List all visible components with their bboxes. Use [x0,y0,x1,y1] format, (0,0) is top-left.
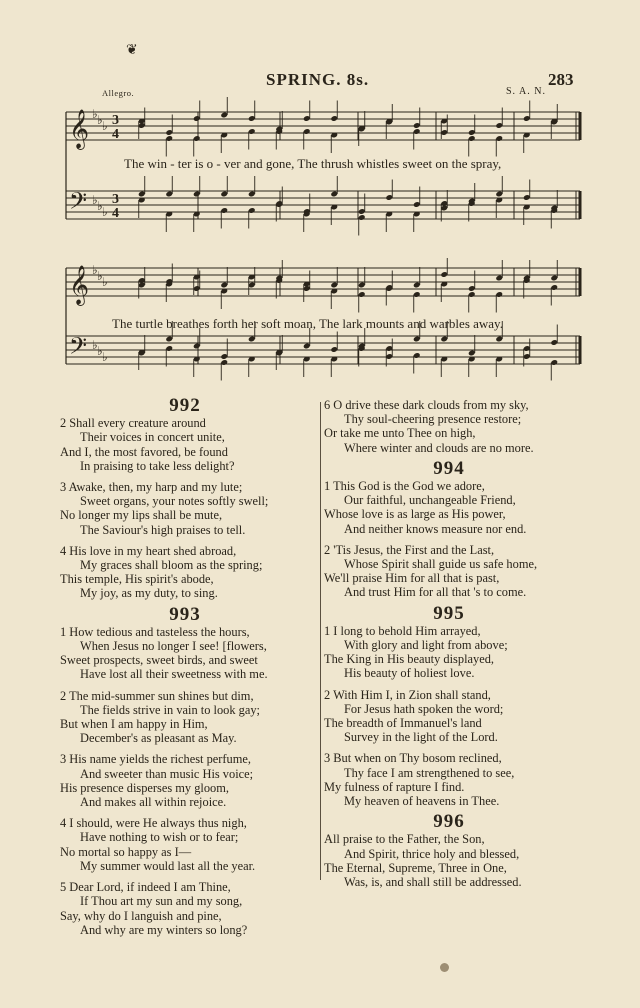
treble-clef-icon: 𝄞 [69,265,90,305]
flat-icon: ♭ [102,350,108,364]
composer-initials: S. A. N. [506,86,546,97]
bass-clef-icon: 𝄢 [69,187,88,220]
verse-line: Survey in the light of the Lord. [344,730,498,745]
verse-line: No mortal so happy as I— [60,844,192,859]
verse-line: 3 But when on Thy bosom reclined, [324,751,502,766]
tune-title: SPRING. 8s. [266,70,370,89]
verse-line: His presence disperses my gloom, [60,780,229,795]
hymn-number: 995 [433,602,465,624]
verse-line: 3 Awake, then, my harp and my lute; [60,480,243,495]
verse-line: If Thou art my sun and my song, [80,894,243,909]
flat-icon: ♭ [102,275,108,289]
verse-line: 6 O drive these dark clouds from my sky, [324,398,529,412]
stanza [60,544,322,601]
stanza [60,416,322,473]
verse-line: 5 Dear Lord, if indeed I am Thine, [60,880,231,895]
verse-line: My fulness of rapture I find. [324,779,465,794]
flat-icon: ♭ [97,199,103,213]
lyric-line-1: The win - ter is o - ver and gone, The thrush whistles sweet on the spray, [124,156,502,171]
verse-line: Thy face I am strengthened to see, [344,765,515,780]
flat-icon: ♭ [92,338,98,352]
verse-line: Whose love is as large as His power, [324,507,506,522]
treble-clef-icon: 𝄞 [69,109,90,149]
verse-line: And makes all within rejoice. [80,795,227,810]
verse-line: For Jesus hath spoken the word; [344,701,504,716]
verse-line: In praising to take less delight? [80,458,235,473]
hymn-993 [60,603,322,937]
verse-line: Where winter and clouds are no more. [344,440,534,455]
lyric-line-2: The turtle breathes forth her soft moan, The lark mounts and warbles away. [112,316,503,331]
verse-line: Our faithful, unchangeable Friend, [344,493,516,508]
verse-line: 2 'Tis Jesus, the First and the Last, [324,542,495,557]
hymn-992 [60,395,322,601]
verse-line: Was, is, and shall still be addressed. [344,875,522,890]
stanza [60,816,322,873]
verse-line: 1 How tedious and tasteless the hours, [60,624,250,639]
flat-icon: ♭ [102,205,108,219]
stanza [324,832,586,889]
flat-icon: ♭ [92,193,98,207]
time-signature-digit: 3 [112,113,119,128]
hymn-994 [324,457,586,600]
hymn-993-continued [324,398,586,455]
verse-line: Have nothing to wish or to fear; [80,830,239,845]
time-signature-digit: 4 [112,127,119,142]
verse-line: And why are my winters so long? [80,922,248,937]
verse-line: And sweeter than music His voice; [80,766,254,781]
stanza [324,624,586,681]
verse-line: The fields strive in vain to look gay; [80,702,260,717]
stanza [60,625,322,682]
tempo-marking: Allegro. [102,88,135,98]
verse-line: 1 This God is the God we adore, [324,479,485,494]
verse-line: No longer my lips shall be mute, [60,508,223,523]
verse-line: But when I am happy in Him, [60,717,208,732]
verse-line: 1 I long to behold Him arrayed, [324,623,481,638]
verse-line: We'll praise Him for all that is past, [324,571,500,586]
bass-clef-icon: 𝄢 [69,332,88,365]
verse-line: When Jesus no longer I see! [flowers, [80,639,267,654]
hymn-number: 994 [433,457,465,479]
stanza [60,880,322,937]
verse-line: And neither knows measure nor end. [344,521,527,536]
verse-line: The King in His beauty displayed, [324,652,494,667]
verse-line: My heaven of heavens in Thee. [344,794,500,809]
verse-line: This temple, His spirit's abode, [60,572,214,587]
flat-icon: ♭ [92,107,98,121]
verse-line: 4 I should, were He always thus nigh, [60,816,247,831]
verse-line: Sweet organs, your notes softly swell; [80,494,269,509]
verse-line: 3 His name yields the richest perfume, [60,752,251,767]
verse-line: And Spirit, thrice holy and blessed, [344,846,520,861]
hymn-column-right [324,398,586,896]
verse-line: Say, why do I languish and pine, [60,908,222,923]
verse-line: December's as pleasant as May. [80,731,237,746]
hymn-number: 993 [169,603,201,625]
paper-blemish [440,963,449,972]
verse-line: Have lost all their sweetness with me. [80,667,268,682]
verse-line: Sweet prospects, sweet birds, and sweet [60,653,258,668]
verse-line: Their voices in concert unite, [80,430,225,445]
stanza [324,398,586,455]
page-number: 283 [548,70,574,89]
stanza [60,689,322,746]
stanza [324,479,586,536]
hymn-number: 992 [169,395,201,416]
hymn-number: 996 [433,811,465,833]
verse-line: The Saviour's high praises to tell. [80,522,246,537]
flat-icon: ♭ [92,263,98,277]
verse-line: 2 The mid-summer sun shines but dim, [60,688,254,703]
printer-mark: ❦ [126,43,138,58]
verse-line: 4 His love in my heart shed abroad, [60,543,237,558]
hymn-995 [324,602,586,809]
stanza [324,751,586,808]
time-signature-digit: 4 [112,206,119,221]
verse-line: All praise to the Father, the Son, [324,832,485,847]
hymn-column-left [60,395,322,944]
column-divider [320,402,321,880]
stanza [324,543,586,600]
verse-line: My graces shall bloom as the spring; [80,558,263,573]
flat-icon: ♭ [97,113,103,127]
stanza [324,688,586,745]
flat-icon: ♭ [97,344,103,358]
verse-line: With glory and light from above; [344,638,508,653]
verse-line: My summer would last all the year. [80,858,256,873]
verse-line: Thy soul-cheering presence restore; [344,412,522,427]
verse-line: And I, the most favored, be found [60,444,228,459]
verse-line: 2 Shall every creature around [60,416,206,431]
verse-line: His beauty of holiest love. [344,666,475,681]
verse-line: Or take me unto Thee on high, [324,426,476,441]
verse-line: The breadth of Immanuel's land [324,716,482,731]
verse-line: 2 With Him I, in Zion shall stand, [324,687,491,702]
verse-line: My joy, as my duty, to sing. [80,586,218,601]
verse-line: And trust Him for all that 's to come. [344,585,527,600]
verse-line: Whose Spirit shall guide us safe home, [344,557,538,572]
flat-icon: ♭ [102,119,108,133]
verse-line: The Eternal, Supreme, Three in One, [324,860,507,875]
time-signature-digit: 3 [112,192,119,207]
flat-icon: ♭ [97,269,103,283]
stanza [60,480,322,537]
hymn-996 [324,811,586,890]
stanza [60,752,322,809]
